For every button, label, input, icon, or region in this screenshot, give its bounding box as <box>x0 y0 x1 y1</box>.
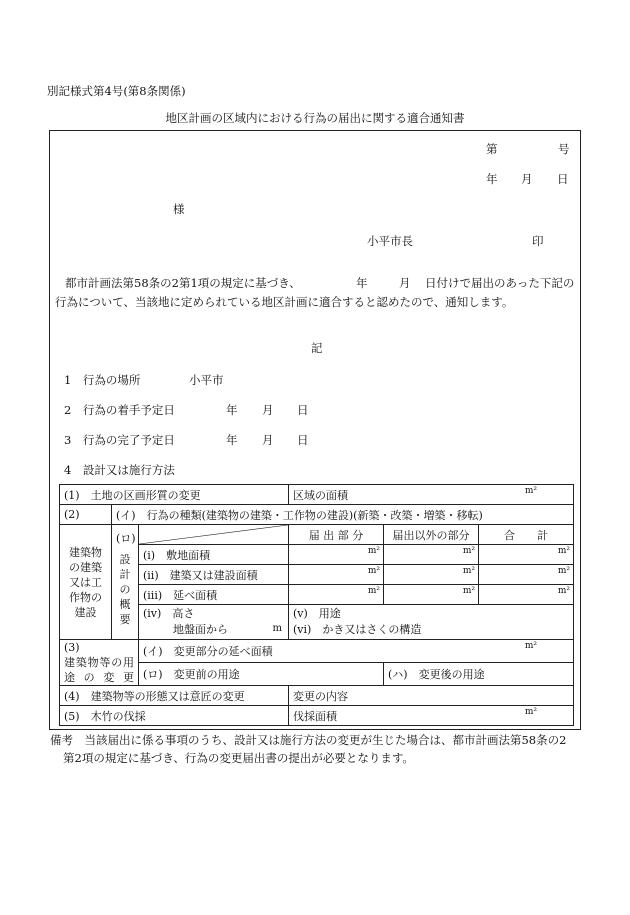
table-row <box>60 505 574 525</box>
r5-value: 伐採面積 m² <box>289 706 574 726</box>
row-iii-todoke: m² <box>289 585 384 605</box>
r3-before: (ロ) 変更前の用途 <box>139 663 384 686</box>
r1-area: 区域の面積 m² <box>289 485 574 505</box>
body-line1-month: 月 <box>399 276 411 290</box>
table-row <box>60 485 574 505</box>
r5-label: (5) 木竹の伐採 <box>60 706 289 726</box>
notice-no-prefix: 第 <box>486 142 498 156</box>
r4-label: (4) 建築物等の形態又は意匠の変更 <box>60 686 289 706</box>
row-v-vi: (v) 用途 (vi) かき又はさくの構造 <box>289 605 574 640</box>
r2-type: (イ) 行為の種類(建築物の建築・工作物の建設)(新築・改築・増築・移転) <box>112 505 574 525</box>
row-iii-goukei: m² <box>479 585 574 605</box>
row-i-goukei: m² <box>479 545 574 565</box>
row-i-todoke: m² <box>289 545 384 565</box>
document-title: 地区計画の区域内における行為の届出に関する適合通知書 <box>165 111 465 125</box>
date-month: 月 <box>521 172 533 186</box>
addressee: 様 <box>173 202 185 216</box>
body-line1-year: 年 <box>356 276 368 290</box>
r3-after: (ハ) 変更後の用途 <box>384 663 574 686</box>
item2-day: 日 <box>297 403 309 417</box>
item3-day: 日 <box>297 433 309 447</box>
r2-left-label: 建築物の建築又は工作物の建設 <box>60 525 112 640</box>
item4-label: 4 設計又は施行方法 <box>64 463 175 477</box>
row-ii-igai: m² <box>384 565 479 585</box>
r1-label: (1) 土地の区画形質の変更 <box>60 485 289 505</box>
row-iv-height: (iv) 高さ 地盤面から m <box>139 605 289 640</box>
item3-label: 3 行為の完了予定日 <box>64 433 175 447</box>
item2-month: 月 <box>262 403 274 417</box>
body-line1-b: 日付けで届出のあった下記の <box>425 276 575 290</box>
notice-no-suffix: 号 <box>558 142 570 156</box>
row-ii-goukei: m² <box>479 565 574 585</box>
form-number: 別記様式第4号(第8条関係) <box>47 84 186 98</box>
row-i-igai: m² <box>384 545 479 565</box>
remarks-line1: 備考 当該届出に係る事項のうち、設計又は施行方法の変更が生じた場合は、都市計画法第58条の2 <box>50 733 567 747</box>
date-year: 年 <box>486 172 498 186</box>
row-ii-todoke: m² <box>289 565 384 585</box>
remarks-line2: 第2項の規定に基づき、行為の変更届出書の提出が必要となります。 <box>63 751 414 765</box>
col-todoke: 届 出 部 分 <box>289 525 384 545</box>
date-day: 日 <box>557 172 569 186</box>
item1-label: 1 行為の場所 <box>64 373 141 387</box>
r2-no: (2) <box>60 505 112 525</box>
r3-label: (3) 建築物等の用途の変更 <box>60 640 139 686</box>
item3-year: 年 <box>226 433 238 447</box>
table-row <box>60 525 574 545</box>
seal: 印 <box>532 234 544 248</box>
table-row <box>60 640 574 663</box>
item2-year: 年 <box>226 403 238 417</box>
ki-heading: 記 <box>311 341 323 355</box>
row-ii-label: (ii) 建築又は建設面積 <box>139 565 289 585</box>
r4-value: 変更の内容 <box>289 686 574 706</box>
body-line2: 行為について、当該地に定められている地区計画に適合すると認めたので、通知します。 <box>55 295 514 309</box>
item1-value: 小平市 <box>189 373 224 387</box>
issuer: 小平市長 <box>367 234 413 248</box>
diagonal-cell <box>139 525 289 545</box>
r2-ro: (ロ) 設計の概要 <box>112 525 139 640</box>
row-iii-igai: m² <box>384 585 479 605</box>
item2-label: 2 行為の着手予定日 <box>64 403 175 417</box>
r3-area: (イ) 変更部分の延べ面積 m² <box>139 640 574 663</box>
body-line1-a: 都市計画法第58条の2第1項の規定に基づき、 <box>65 276 301 290</box>
design-method-table <box>59 484 574 726</box>
col-goukei: 合 計 <box>479 525 574 545</box>
row-iii-label: (iii) 延べ面積 <box>139 585 289 605</box>
table-row <box>60 706 574 726</box>
row-i-label: (i) 敷地面積 <box>139 545 289 565</box>
table-row <box>60 686 574 706</box>
item3-month: 月 <box>262 433 274 447</box>
col-igai: 届出以外の部分 <box>384 525 479 545</box>
